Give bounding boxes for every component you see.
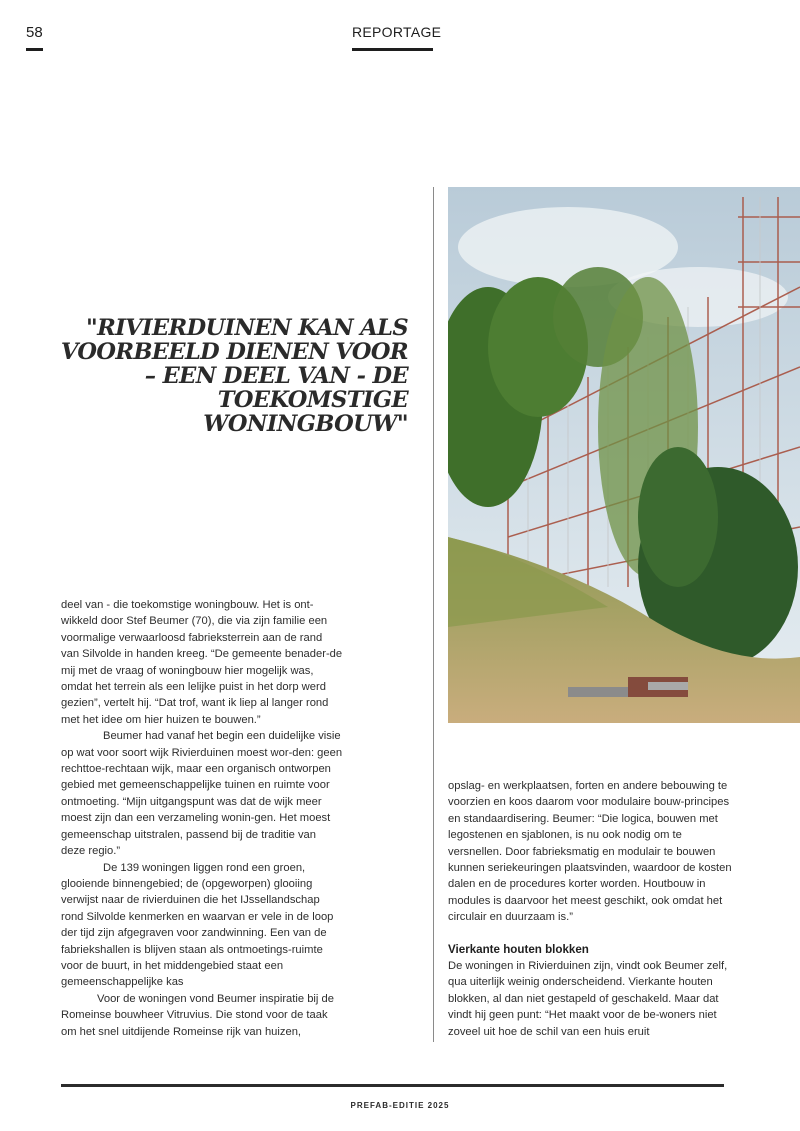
left-paragraph-1: deel van - die toekomstige woningbouw. Het is ont-wikkeld door Stef Beumer (70), die via zijn familie een voormalige verwaarloosd fabrieksterrein aan de rand van Silvolde in handen kreeg. “De gemeente benader-de mij met de vraag of woningbouw hier mogelijk was, omdat het terrein als een lelijke puist in het dorp werd gezien”, vertelt hij. “Dat trof, want ik liep al langer rond met het idee om hier huizen te bouwen.” bbox=[61, 599, 343, 726]
left-paragraph-3: De 139 woningen liggen rond een groen, glooiende binnengebied; de (opgeworpen) glooiing verwijst naar de rivierduinen die het IJssellandschap rond Silvolde kenmerken en waarvan er vele in de loop der tijd zijn afgegraven voor zandwinning. Een van de fabriekshallen is blijven staan als ontmoetings-ruimte voor de buurt, in het middengebied staat een gemeenschappelijke kas bbox=[61, 861, 334, 989]
page-number-underline bbox=[26, 48, 43, 51]
pull-quote: "RIVIERDUINEN KAN ALS VOORBEELD DIENEN VOOR – EEN DEEL VAN - DE TOEKOMSTIGE WONINGBOUW" bbox=[60, 315, 408, 437]
subheading: Vierkante houten blokken bbox=[448, 942, 589, 956]
photo-illustration bbox=[448, 187, 800, 723]
left-paragraph-4: Voor de woningen vond Beumer inspiratie bij de Romeinse bouwheer Vitruvius. Die stond voor de taak om het snel uitdijende Romeinse rijk van huizen, bbox=[61, 992, 334, 1038]
section-label: REPORTAGE bbox=[352, 24, 442, 40]
page-number: 58 bbox=[26, 24, 43, 41]
footer-text: PREFAB-EDITIE 2025 bbox=[350, 1101, 450, 1110]
column-divider bbox=[433, 187, 434, 1042]
right-paragraph-1: opslag- en werkplaatsen, forten en andere bebouwing te voorzien en koos daarom voor modulaire bouw-principes en standaardisering. Beumer: “Die logica, bouwen met legostenen en sjablonen, is nu ook nodig om te versnellen. Door fabrieksmatig en modulair te bouwen kunnen seriekeuringen plaatsvinden, waardoor de kosten dalen en de procedures korter worden. Houtbouw in modules is daarvoor het meest geschikt, ook omdat het circulair en duurzaam is.” bbox=[448, 780, 732, 924]
footer-rule bbox=[61, 1084, 724, 1087]
left-text-column bbox=[61, 597, 343, 1040]
construction-site-photo bbox=[448, 187, 800, 723]
right-text-column bbox=[448, 778, 732, 1040]
right-paragraph-2: De woningen in Rivierduinen zijn, vindt ook Beumer zelf, qua uiterlijk weinig onderscheidend. Vierkante houten blokken, al dan niet gestapeld of geschakeld. Maar dat vindt hij geen punt: “Het maakt voor de be-woners niet zoveel uit hoe de schil van een huis eruit bbox=[448, 960, 728, 1038]
section-label-underline bbox=[352, 48, 433, 51]
left-paragraph-2: Beumer had vanaf het begin een duidelijke visie op wat voor soort wijk Rivierduinen moest wor-den: geen rechttoe-rechtaan wijk, maar een organisch ontworpen gebied met gemeenschappelijke tuinen en ruimte voor ontmoeting. “Mijn uitgangspunt was dat de wijk meer moest zijn dan een verzameling wonin-gen. Het moest gemeenschap uitstralen, passend bij de traditie van deze regio.” bbox=[61, 730, 343, 858]
